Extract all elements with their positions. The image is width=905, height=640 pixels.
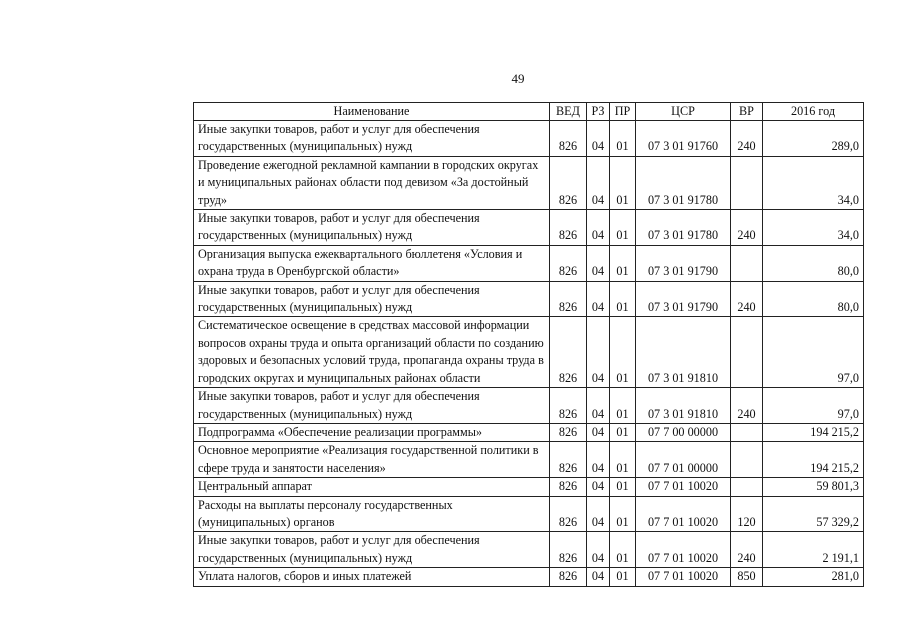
- cell-vr: [731, 317, 763, 388]
- cell-name: Уплата налогов, сборов и иных платежей: [194, 568, 550, 586]
- table-row: [194, 281, 864, 317]
- cell-rz: 04: [587, 496, 610, 532]
- cell-csr: 07 3 01 91790: [636, 245, 731, 281]
- header-amount: 2016 год: [763, 103, 864, 121]
- cell-pr: 01: [610, 156, 636, 209]
- cell-pr: 01: [610, 210, 636, 246]
- table-row: [194, 532, 864, 568]
- table-row: [194, 121, 864, 157]
- cell-vr: 240: [731, 121, 763, 157]
- cell-amount: 97,0: [763, 388, 864, 424]
- cell-csr: 07 3 01 91780: [636, 156, 731, 209]
- cell-vr: [731, 442, 763, 478]
- cell-pr: 01: [610, 532, 636, 568]
- table-row: [194, 478, 864, 496]
- header-ved: ВЕД: [550, 103, 587, 121]
- cell-rz: 04: [587, 478, 610, 496]
- cell-pr: 01: [610, 281, 636, 317]
- cell-pr: 01: [610, 478, 636, 496]
- cell-name: Систематическое освещение в средствах массовой информации вопросов охраны труда и опыта организаций области по созданию здоровых и безопасных условий труда, пропаганда охраны труда в городских округах и муниципальных районах области: [194, 317, 550, 388]
- cell-vr: [731, 478, 763, 496]
- cell-pr: 01: [610, 568, 636, 586]
- cell-ved: 826: [550, 442, 587, 478]
- cell-vr: [731, 156, 763, 209]
- table-row: [194, 156, 864, 209]
- cell-rz: 04: [587, 568, 610, 586]
- cell-pr: 01: [610, 245, 636, 281]
- table-row: [194, 568, 864, 586]
- cell-amount: 34,0: [763, 210, 864, 246]
- cell-amount: 194 215,2: [763, 442, 864, 478]
- cell-amount: 194 215,2: [763, 423, 864, 441]
- cell-name: Проведение ежегодной рекламной кампании в городских округах и муниципальных районах области под девизом «За достойный труд»: [194, 156, 550, 209]
- cell-rz: 04: [587, 532, 610, 568]
- cell-csr: 07 7 01 10020: [636, 496, 731, 532]
- cell-rz: 04: [587, 442, 610, 478]
- cell-ved: 826: [550, 317, 587, 388]
- cell-pr: 01: [610, 496, 636, 532]
- cell-vr: 120: [731, 496, 763, 532]
- cell-csr: 07 3 01 91810: [636, 388, 731, 424]
- cell-rz: 04: [587, 281, 610, 317]
- cell-csr: 07 3 01 91780: [636, 210, 731, 246]
- cell-name: Иные закупки товаров, работ и услуг для обеспечения государственных (муниципальных) нужд: [194, 281, 550, 317]
- cell-vr: 850: [731, 568, 763, 586]
- table-row: [194, 245, 864, 281]
- cell-ved: 826: [550, 281, 587, 317]
- cell-csr: 07 7 01 10020: [636, 532, 731, 568]
- cell-rz: 04: [587, 423, 610, 441]
- cell-rz: 04: [587, 388, 610, 424]
- cell-pr: 01: [610, 121, 636, 157]
- cell-rz: 04: [587, 156, 610, 209]
- cell-name: Подпрограмма «Обеспечение реализации программы»: [194, 423, 550, 441]
- cell-csr: 07 3 01 91760: [636, 121, 731, 157]
- cell-ved: 826: [550, 121, 587, 157]
- cell-rz: 04: [587, 245, 610, 281]
- table-row: [194, 210, 864, 246]
- cell-ved: 826: [550, 496, 587, 532]
- cell-amount: 80,0: [763, 281, 864, 317]
- header-csr: ЦСР: [636, 103, 731, 121]
- cell-name: Организация выпуска ежеквартального бюллетеня «Условия и охрана труда в Оренбургской области»: [194, 245, 550, 281]
- cell-vr: 240: [731, 388, 763, 424]
- table-header-row: [194, 103, 864, 121]
- header-name: Наименование: [194, 103, 550, 121]
- cell-pr: 01: [610, 388, 636, 424]
- cell-rz: 04: [587, 210, 610, 246]
- cell-amount: 57 329,2: [763, 496, 864, 532]
- cell-pr: 01: [610, 317, 636, 388]
- cell-amount: 59 801,3: [763, 478, 864, 496]
- cell-amount: 289,0: [763, 121, 864, 157]
- table-row: [194, 388, 864, 424]
- cell-vr: [731, 245, 763, 281]
- cell-ved: 826: [550, 568, 587, 586]
- cell-amount: 97,0: [763, 317, 864, 388]
- cell-ved: 826: [550, 532, 587, 568]
- header-rz: РЗ: [587, 103, 610, 121]
- cell-name: Иные закупки товаров, работ и услуг для обеспечения государственных (муниципальных) нужд: [194, 388, 550, 424]
- cell-vr: [731, 423, 763, 441]
- cell-amount: 281,0: [763, 568, 864, 586]
- cell-name: Иные закупки товаров, работ и услуг для обеспечения государственных (муниципальных) нужд: [194, 210, 550, 246]
- cell-vr: 240: [731, 210, 763, 246]
- cell-amount: 34,0: [763, 156, 864, 209]
- table-row: [194, 442, 864, 478]
- cell-amount: 80,0: [763, 245, 864, 281]
- cell-ved: 826: [550, 423, 587, 441]
- cell-name: Основное мероприятие «Реализация государственной политики в сфере труда и занятости населения»: [194, 442, 550, 478]
- cell-ved: 826: [550, 478, 587, 496]
- cell-ved: 826: [550, 210, 587, 246]
- cell-vr: 240: [731, 532, 763, 568]
- table-row: [194, 423, 864, 441]
- page-number: 49: [511, 71, 525, 86]
- cell-csr: 07 3 01 91810: [636, 317, 731, 388]
- cell-name: Расходы на выплаты персоналу государственных (муниципальных) органов: [194, 496, 550, 532]
- cell-name: Центральный аппарат: [194, 478, 550, 496]
- cell-csr: 07 7 01 10020: [636, 478, 731, 496]
- cell-amount: 2 191,1: [763, 532, 864, 568]
- cell-ved: 826: [550, 388, 587, 424]
- cell-pr: 01: [610, 423, 636, 441]
- cell-csr: 07 7 01 10020: [636, 568, 731, 586]
- cell-csr: 07 7 01 00000: [636, 442, 731, 478]
- cell-csr: 07 3 01 91790: [636, 281, 731, 317]
- table-row: [194, 496, 864, 532]
- cell-ved: 826: [550, 156, 587, 209]
- header-vr: ВР: [731, 103, 763, 121]
- cell-rz: 04: [587, 121, 610, 157]
- cell-name: Иные закупки товаров, работ и услуг для обеспечения государственных (муниципальных) нужд: [194, 532, 550, 568]
- cell-ved: 826: [550, 245, 587, 281]
- header-pr: ПР: [610, 103, 636, 121]
- cell-vr: 240: [731, 281, 763, 317]
- table-row: [194, 317, 864, 388]
- cell-name: Иные закупки товаров, работ и услуг для обеспечения государственных (муниципальных) нужд: [194, 121, 550, 157]
- budget-table: [193, 102, 864, 587]
- cell-pr: 01: [610, 442, 636, 478]
- cell-csr: 07 7 00 00000: [636, 423, 731, 441]
- cell-rz: 04: [587, 317, 610, 388]
